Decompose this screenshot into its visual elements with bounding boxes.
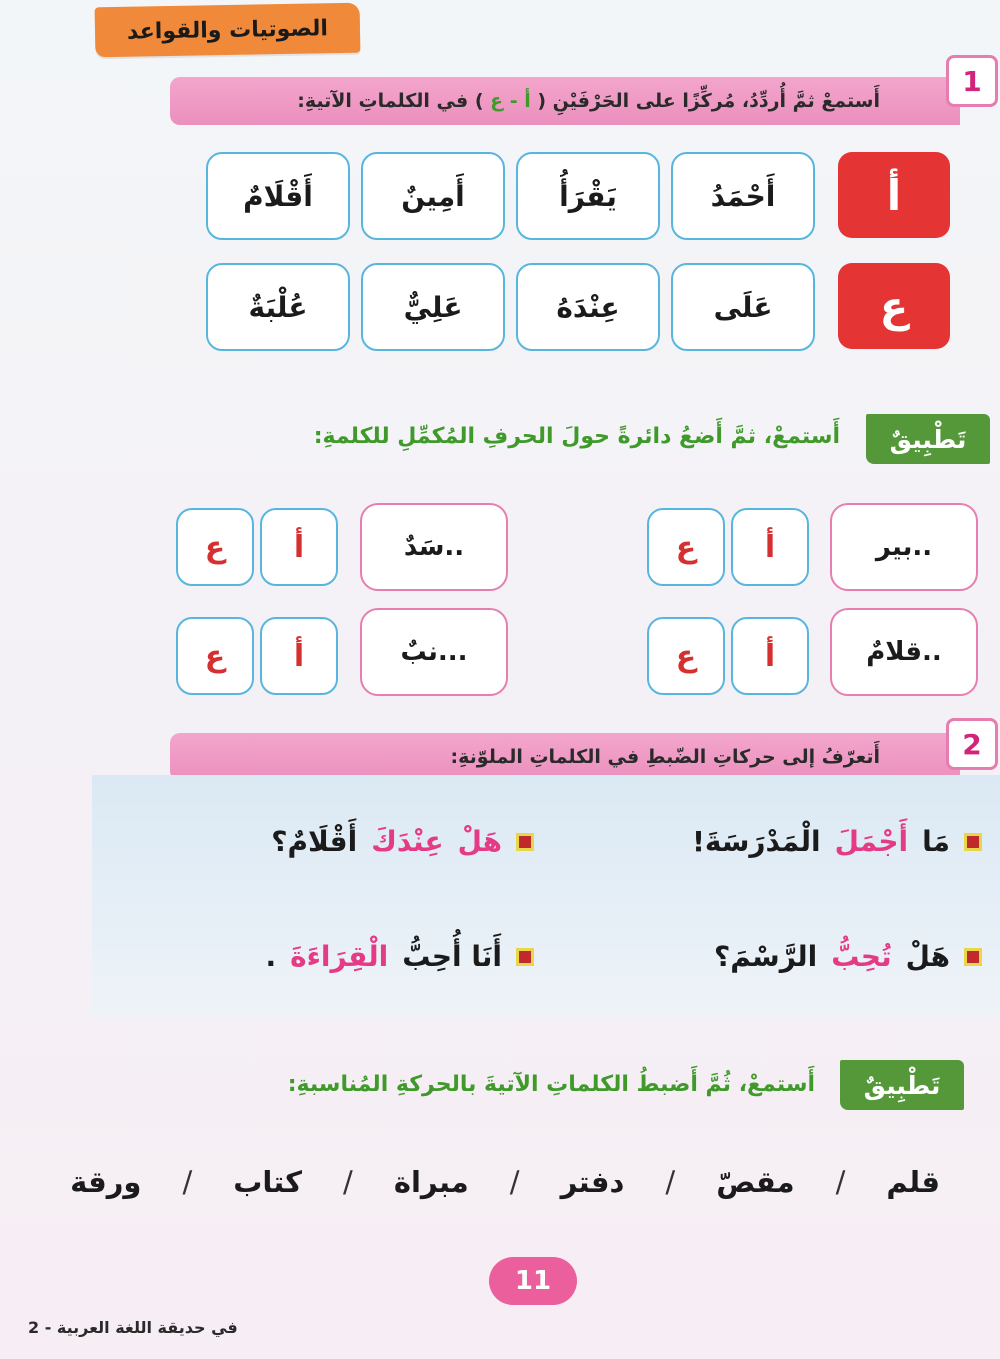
section-title-tag bbox=[95, 3, 361, 58]
letter-badge-ain: ع bbox=[838, 263, 950, 349]
word-box: عَلَى bbox=[671, 263, 815, 351]
section2-instruction: أَتعرّفُ إلى حركاتِ الضّبطِ في الكلماتِ الملوّنةِ: bbox=[450, 746, 880, 768]
exercise-word: ...نبٌ bbox=[360, 608, 508, 696]
section1-number: 1 bbox=[946, 55, 998, 107]
exercise-word: ..بير bbox=[830, 503, 978, 591]
sentence: أَنَا أُحِبُّ الْقِرَاءَةَ . bbox=[265, 940, 534, 973]
bullet-square bbox=[516, 948, 534, 966]
exercise-word: ..سَدٌ bbox=[360, 503, 508, 591]
word-box: أَقْلَامٌ bbox=[206, 152, 350, 240]
vocab-word: قلم bbox=[886, 1165, 940, 1199]
bullet-square bbox=[516, 833, 534, 851]
sentence: هَلْ تُحِبُّ الرَّسْمَ؟ bbox=[714, 940, 982, 973]
option-alef[interactable]: أ bbox=[731, 508, 809, 586]
word-box: أَمِينٌ bbox=[361, 152, 505, 240]
vocab-word: مبراة bbox=[393, 1165, 469, 1199]
option-ain[interactable]: ع bbox=[176, 617, 254, 695]
option-alef[interactable]: أ bbox=[260, 508, 338, 586]
option-ain[interactable]: ع bbox=[647, 508, 725, 586]
word-box: أَحْمَدُ bbox=[671, 152, 815, 240]
bullet-square bbox=[964, 833, 982, 851]
sentence: مَا أَجْمَلَ الْمَدْرَسَةَ! bbox=[692, 825, 982, 858]
vocab-word: ورقة bbox=[70, 1165, 142, 1199]
option-ain[interactable]: ع bbox=[176, 508, 254, 586]
vocab-word: كتاب bbox=[233, 1165, 302, 1199]
section-title: الصوتيات والقواعد bbox=[126, 15, 329, 45]
bullet-square bbox=[964, 948, 982, 966]
word-box: عُلْبَةٌ bbox=[206, 263, 350, 351]
separator: / bbox=[835, 1165, 846, 1199]
separator: / bbox=[509, 1165, 520, 1199]
book-title: في حديقة اللغة العربية - 2 bbox=[28, 1318, 238, 1337]
word-box: عَلِيٌّ bbox=[361, 263, 505, 351]
word-box: عِنْدَهُ bbox=[516, 263, 660, 351]
section2-number: 2 bbox=[946, 718, 998, 770]
words-to-vowelize bbox=[70, 1165, 940, 1199]
practice2-instruction: أَستمعْ، ثُمَّ أَضبطُ الكلماتِ الآتيةَ بالحركةِ المُناسبةِ: bbox=[287, 1072, 815, 1097]
separator: / bbox=[182, 1165, 193, 1199]
sentence: هَلْ عِنْدَكَ أَقْلَامٌ؟ bbox=[271, 825, 534, 858]
practice1-instruction: أَستمعْ، ثمَّ أَضعُ دائرةً حولَ الحرفِ المُكمِّلِ للكلمةِ: bbox=[313, 424, 840, 449]
option-alef[interactable]: أ bbox=[731, 617, 809, 695]
page-number: 11 bbox=[489, 1257, 577, 1305]
section1-instruction: أَستمعْ ثمَّ أُردِّدُ، مُركِّزًا على الحَرْفَيْنِ ( أ - ع ) في الكلماتِ الآتيةِ: bbox=[297, 90, 880, 112]
separator: / bbox=[665, 1165, 676, 1199]
exercise-word: ..قلامٌ bbox=[830, 608, 978, 696]
section1-instruction-bar bbox=[170, 77, 960, 125]
practice-tag: تَطْبِيقٌ bbox=[866, 414, 990, 464]
separator: / bbox=[343, 1165, 353, 1199]
section2-instruction-bar bbox=[170, 733, 960, 781]
practice-tag: تَطْبِيقٌ bbox=[840, 1060, 964, 1110]
sentences-panel bbox=[92, 775, 1000, 1015]
instruction-letters: أ - ع bbox=[490, 90, 531, 112]
vocab-word: دفتر bbox=[560, 1165, 625, 1199]
option-alef[interactable]: أ bbox=[260, 617, 338, 695]
word-box: يَقْرَأُ bbox=[516, 152, 660, 240]
option-ain[interactable]: ع bbox=[647, 617, 725, 695]
letter-badge-alef: أ bbox=[838, 152, 950, 238]
vocab-word: مقصّ bbox=[716, 1165, 795, 1199]
